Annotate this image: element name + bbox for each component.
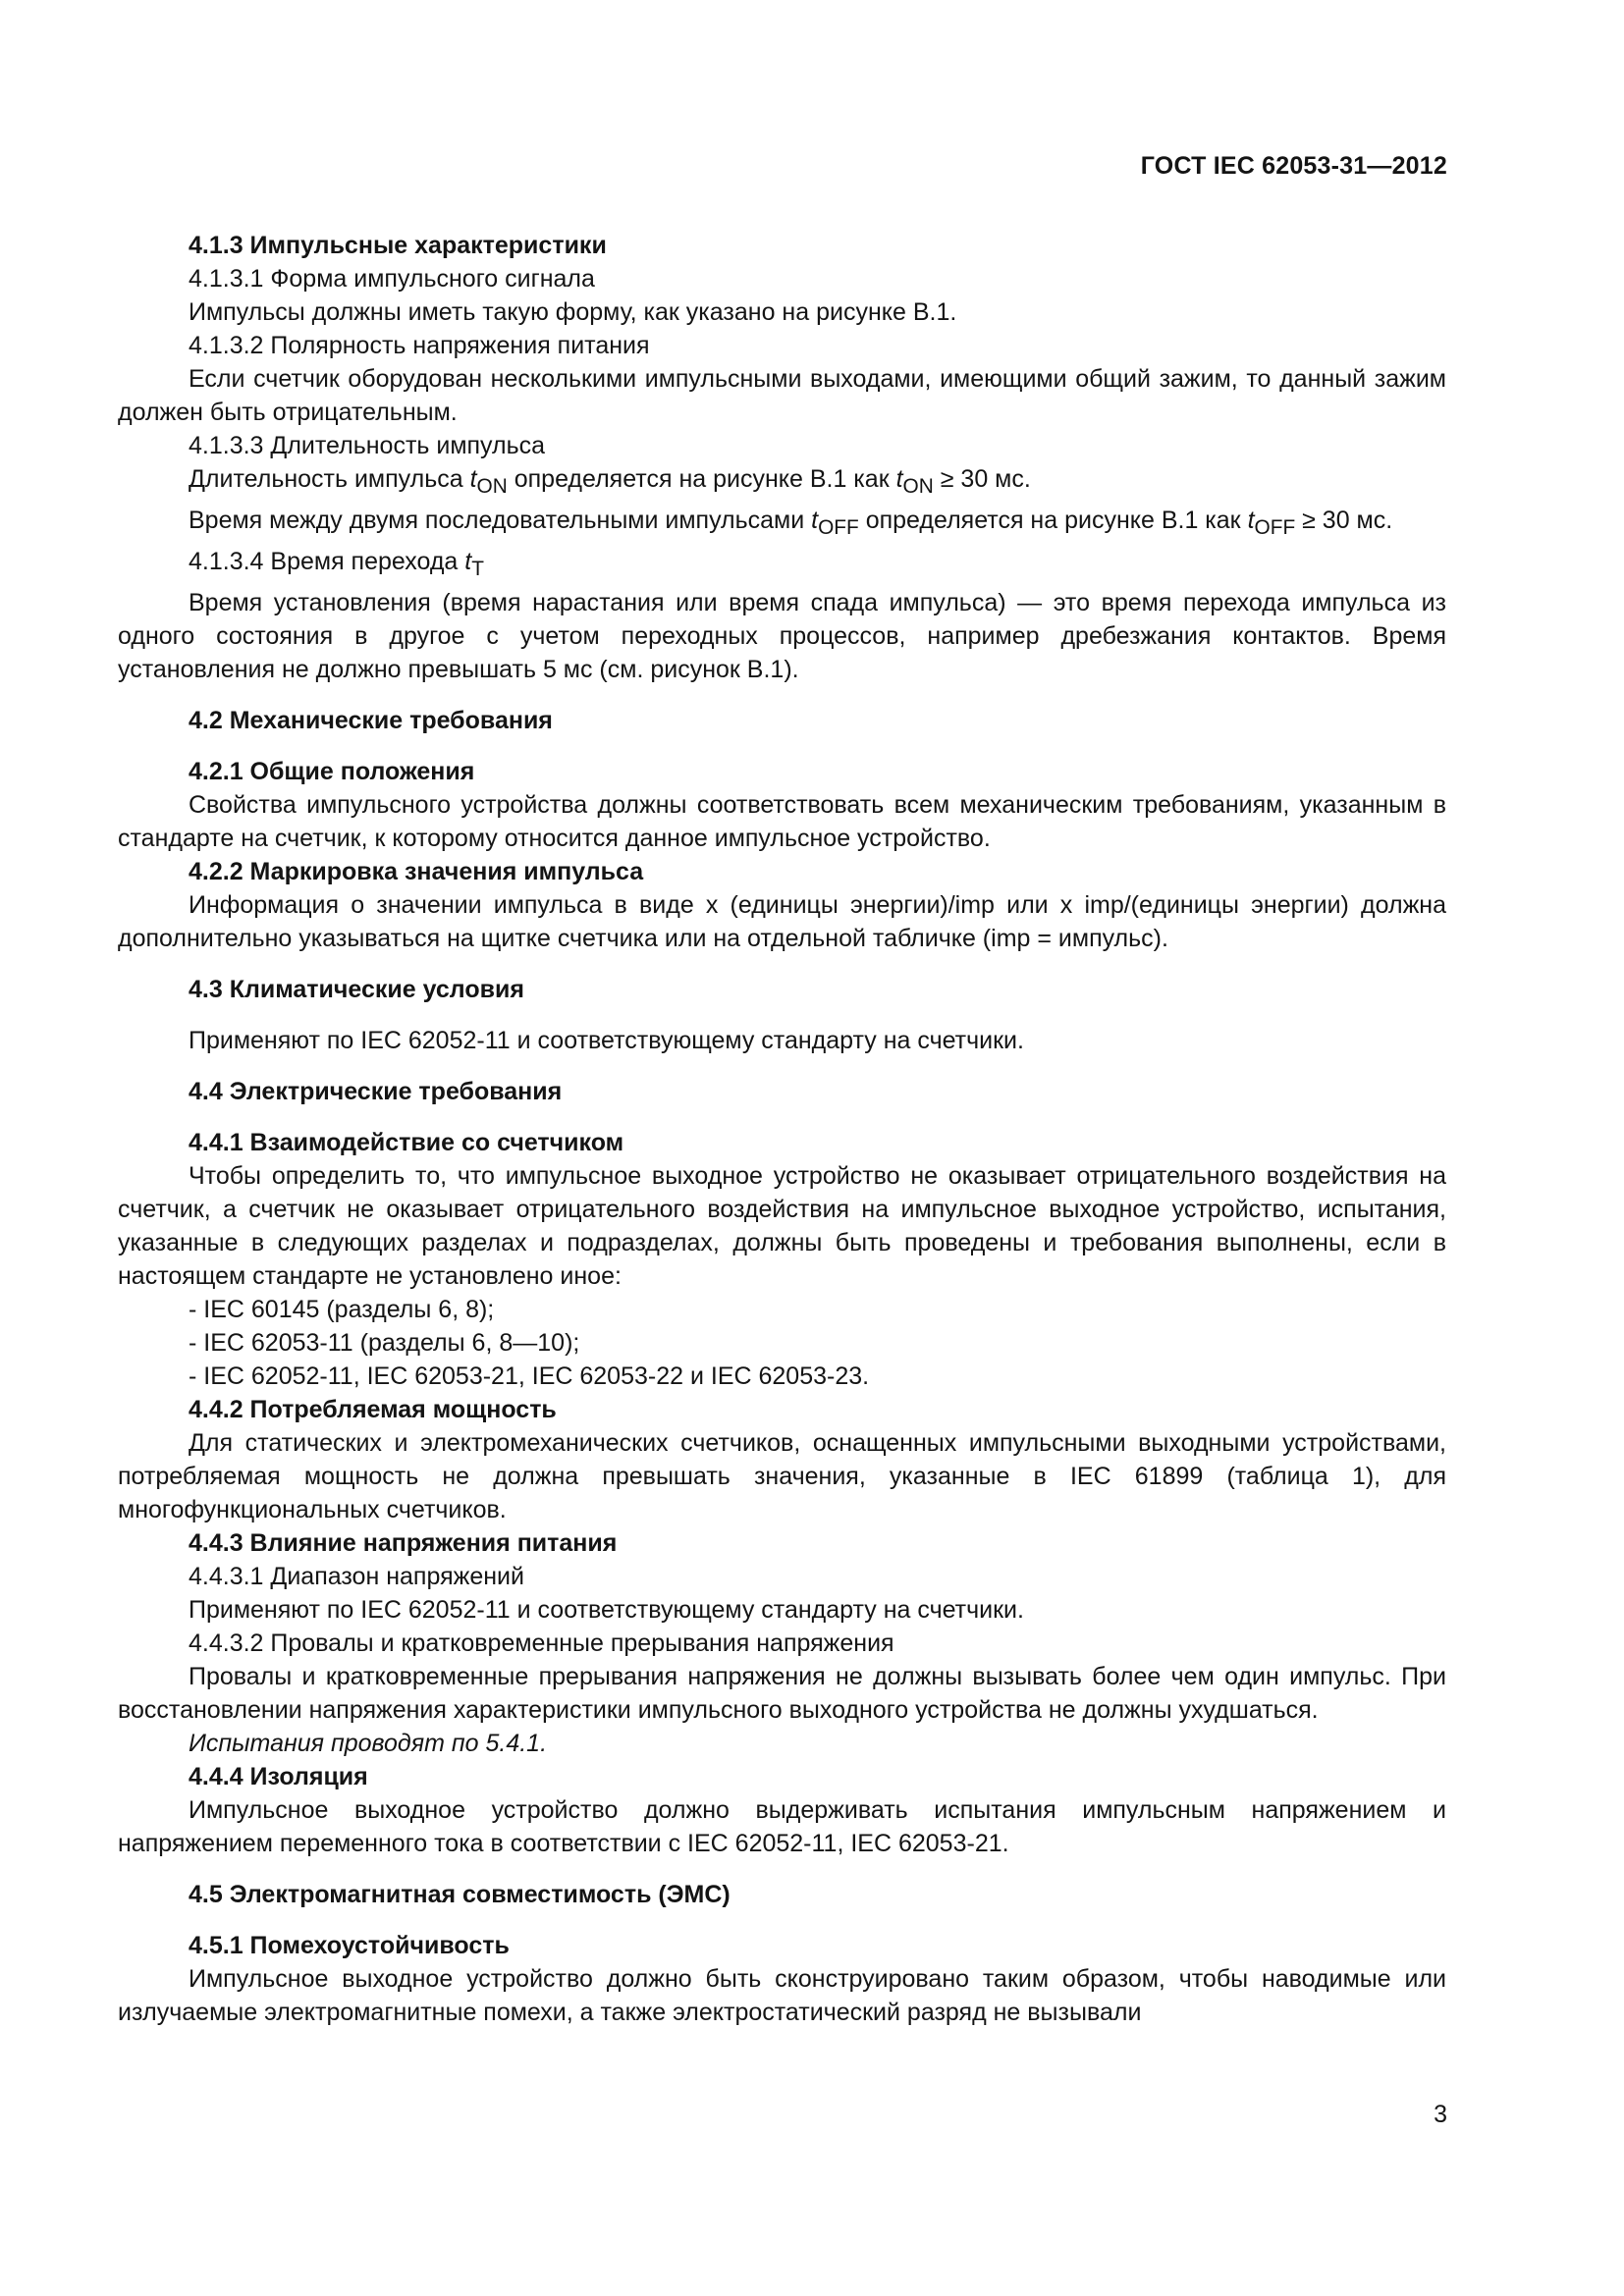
paragraph <box>118 504 1446 545</box>
subsection-heading: 4.1.3.1 Форма импульсного сигнала <box>189 265 595 293</box>
section-heading: 4.5.1 Помехоустойчивость <box>189 1932 510 1959</box>
paragraph: Чтобы определить то, что импульсное выходное устройство не оказывает отрицательного воздействия на счетчик, а счетчик не оказывает отрицательного воздействия на импульсное выходное устройство, испытания, указанные в следующих разделах и подразделах, должны быть проведены и требования выполнены, если в настоящем стандарте не установлено иное: <box>118 1162 1446 1290</box>
text-run: определяется на рисунке B.1 как <box>507 465 896 493</box>
subsection-heading: 4.4.3.2 Провалы и кратковременные прерывания напряжения <box>189 1629 894 1657</box>
math-sub: OFF <box>818 516 859 539</box>
paragraph: Если счетчик оборудован несколькими импульсными выходами, имеющими общий зажим, то данный зажим должен быть отрицательным. <box>118 365 1446 426</box>
paragraph: Применяют по IEC 62052-11 и соответствующему стандарту на счетчики. <box>189 1027 1024 1054</box>
document-header: ГОСТ IEC 62053-31—2012 <box>1140 152 1447 180</box>
text-run: 4.1.3.4 Время перехода <box>189 548 465 575</box>
section-heading: 4.4.2 Потребляемая мощность <box>189 1396 557 1423</box>
math-sub: ON <box>902 475 934 498</box>
paragraph <box>118 462 1446 504</box>
paragraph: Применяют по IEC 62052-11 и соответствующему стандарту на счетчики. <box>189 1596 1024 1624</box>
subsection-heading: 4.4.3.1 Диапазон напряжений <box>189 1563 524 1590</box>
subsection-heading <box>118 545 1446 586</box>
math-var: t <box>464 548 472 575</box>
paragraph: Импульсное выходное устройство должно быть сконструировано таким образом, чтобы наводимые или излучаемые электромагнитные помехи, а также электростатический разряд не вызывали <box>118 1965 1446 2026</box>
page-number: 3 <box>1434 2101 1447 2128</box>
paragraph: Для статических и электромеханических счетчиков, оснащенных импульсными выходными устройствами, потребляемая мощность не должна превышать значения, указанные в IEC 61899 (таблица 1), для многофункциональных счетчиков. <box>118 1429 1446 1523</box>
math-sub: T <box>471 558 484 580</box>
section-heading: 4.5 Электромагнитная совместимость (ЭМС) <box>189 1881 731 1908</box>
list-item: - IEC 62053-11 (разделы 6, 8—10); <box>189 1329 580 1357</box>
paragraph: Провалы и кратковременные прерывания напряжения не должны вызывать более чем один импульс. При восстановлении напряжения характеристики импульсного выходного устройства не должны ухудшаться. <box>118 1663 1446 1724</box>
document-body <box>118 229 1446 2029</box>
paragraph: Свойства импульсного устройства должны соответствовать всем механическим требованиям, указанным в стандарте на счетчик, к которому относится данное импульсное устройство. <box>118 791 1446 852</box>
text-run: Длительность импульса <box>189 465 470 493</box>
section-heading: 4.2.1 Общие положения <box>189 758 475 785</box>
text-run: Время между двумя последовательными импульсами <box>189 507 812 534</box>
text-run: ≥ 30 мс. <box>1295 507 1393 534</box>
paragraph: Импульсы должны иметь такую форму, как указано на рисунке B.1. <box>189 298 957 326</box>
paragraph: Импульсное выходное устройство должно выдерживать испытания импульсным напряжением и напряжением переменного тока в соответствии с IEC 62052-11, IEC 62053-21. <box>118 1796 1446 1857</box>
math-sub: OFF <box>1254 516 1296 539</box>
text-run: определяется на рисунке B.1 как <box>858 507 1248 534</box>
paragraph: Время установления (время нарастания или время спада импульса) — это время перехода импульса из одного состояния в другое с учетом переходных процессов, например дребезжания контактов. Время установления не должно превышать 5 мс (см. рисунок B.1). <box>118 589 1446 683</box>
subsection-heading: 4.1.3.2 Полярность напряжения питания <box>189 332 650 359</box>
list-item: - IEC 60145 (разделы 6, 8); <box>189 1296 495 1323</box>
math-sub: ON <box>476 475 508 498</box>
paragraph-italic: Испытания проводят по 5.4.1. <box>189 1730 548 1757</box>
math-var: t <box>895 465 903 493</box>
section-heading: 4.4.4 Изоляция <box>189 1763 368 1790</box>
math-var: t <box>1247 507 1255 534</box>
section-heading: 4.4.3 Влияние напряжения питания <box>189 1529 618 1557</box>
section-heading: 4.1.3 Импульсные характеристики <box>189 232 607 259</box>
math-var: t <box>469 465 477 493</box>
section-heading: 4.3 Климатические условия <box>189 976 524 1003</box>
subsection-heading: 4.1.3.3 Длительность импульса <box>189 432 546 459</box>
section-heading: 4.2.2 Маркировка значения импульса <box>189 858 644 885</box>
section-heading: 4.4 Электрические требования <box>189 1078 563 1105</box>
text-run: ≥ 30 мс. <box>933 465 1031 493</box>
paragraph: Информация о значении импульса в виде x (единицы энергии)/imp или x imp/(единицы энергии) должна дополнительно указываться на щитке счетчика или на отдельной табличке (imp = импульс). <box>118 891 1446 952</box>
section-heading: 4.2 Механические требования <box>189 707 553 734</box>
section-heading: 4.4.1 Взаимодействие со счетчиком <box>189 1129 624 1156</box>
list-item: - IEC 62052-11, IEC 62053-21, IEC 62053-22 и IEC 62053-23. <box>189 1362 870 1390</box>
math-var: t <box>811 507 819 534</box>
